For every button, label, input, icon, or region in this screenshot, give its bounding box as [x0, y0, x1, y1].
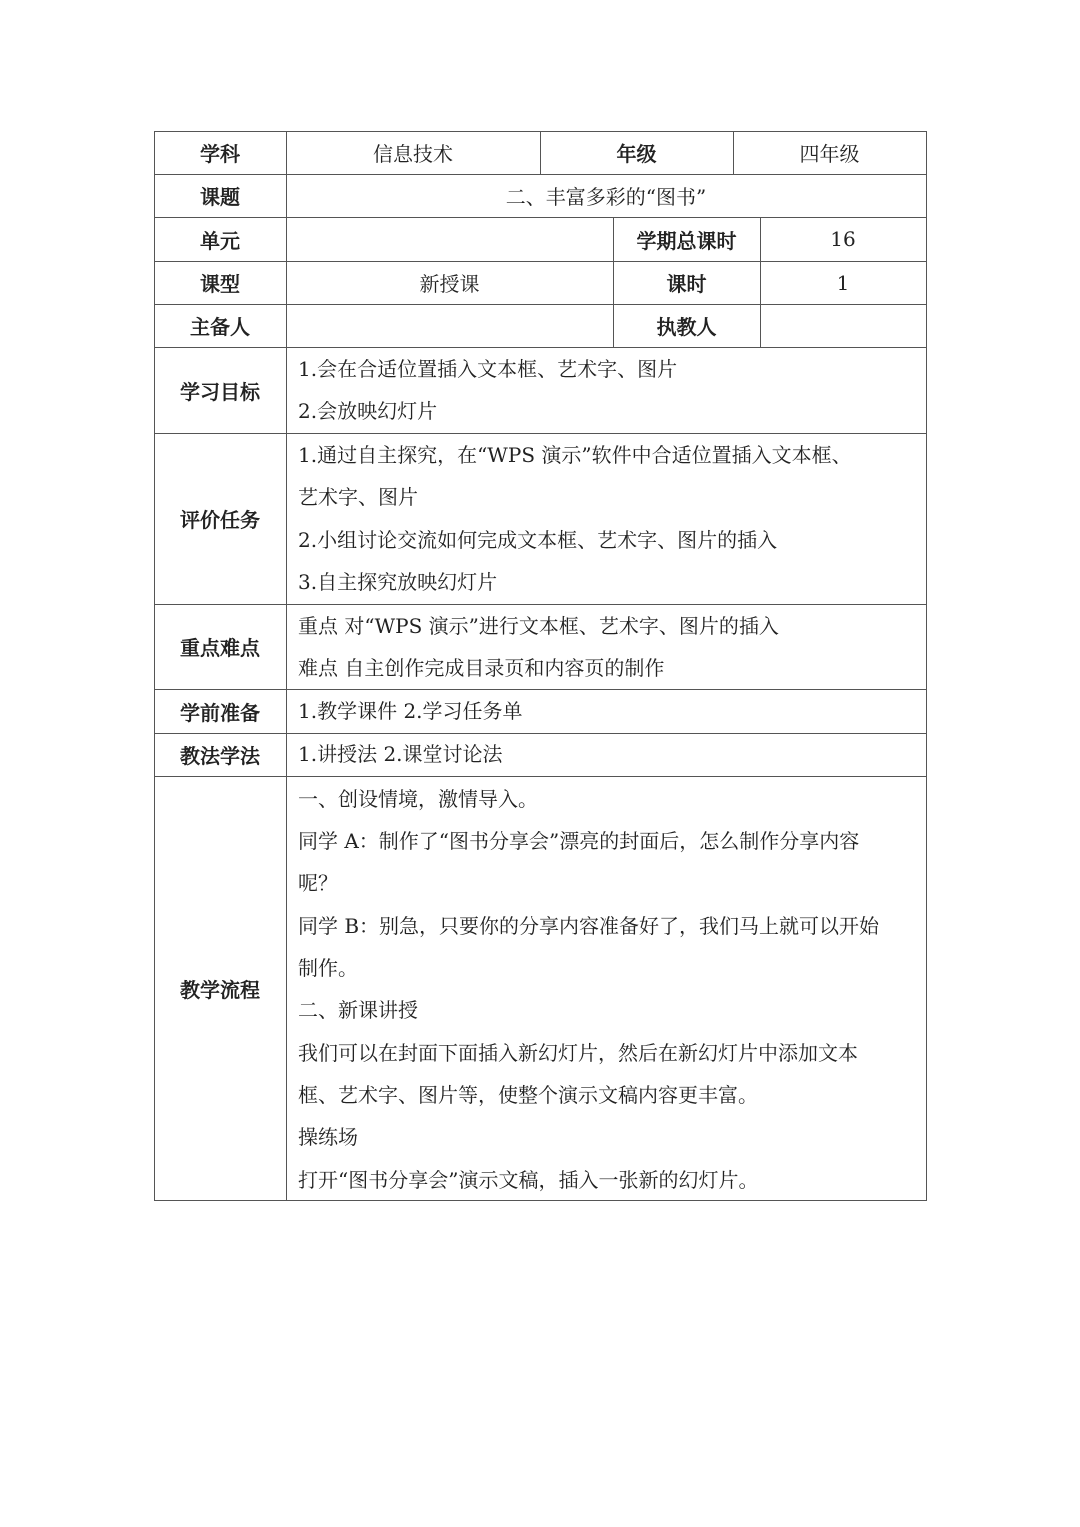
prep-line: 1.教学课件 2.学习任务单	[298, 699, 523, 723]
tasks-label: 评价任务	[180, 508, 260, 532]
process-line: 一、创设情境，激情导入。	[298, 787, 538, 811]
process-line: 二、新课讲授	[298, 998, 418, 1022]
teacher-label: 执教人	[656, 315, 717, 339]
keypoints-line: 难点 自主创作完成目录页和内容页的制作	[298, 656, 665, 680]
process-line: 呢？	[298, 871, 338, 895]
process-line: 同学 A：制作了“图书分享会”漂亮的封面后，怎么制作分享内容	[298, 829, 860, 853]
subject-value: 信息技术	[373, 142, 453, 166]
topic-value: 二、丰富多彩的“图书”	[505, 185, 707, 209]
teacher-value	[760, 304, 926, 347]
goals-line: 2.会放映幻灯片	[298, 399, 438, 423]
preparer-value	[286, 304, 613, 347]
goals-label: 学习目标	[180, 379, 260, 404]
keypoints-label: 重点难点	[180, 636, 260, 660]
preparer-label: 主备人	[190, 315, 250, 339]
process-line: 打开“图书分享会”演示文稿，插入一张新的幻灯片。	[298, 1168, 759, 1192]
topic-label: 课题	[200, 185, 240, 209]
column-border	[926, 131, 927, 1201]
keypoints-line: 重点 对“WPS 演示”进行文本框、艺术字、图片的插入	[298, 614, 779, 638]
total-hours-value: 16	[830, 227, 856, 251]
unit-value	[286, 217, 613, 261]
process-line: 同学 B：别急，只要你的分享内容准备好了，我们马上就可以开始	[298, 914, 880, 938]
tasks-line: 1.通过自主探究，在“WPS 演示”软件中合适位置插入文本框、	[298, 443, 852, 467]
period-value: 1	[836, 270, 850, 295]
tasks-line: 2.小组讨论交流如何完成文本框、艺术字、图片的插入	[298, 528, 778, 552]
methods-label: 教法学法	[180, 744, 260, 768]
tasks-line: 3.自主探究放映幻灯片	[298, 570, 498, 594]
grade-label: 年级	[616, 142, 657, 166]
grade-value: 四年级	[799, 142, 860, 166]
type-value: 新授课	[419, 272, 480, 296]
prep-label: 学前准备	[180, 700, 260, 725]
type-label: 课型	[200, 272, 240, 296]
methods-line: 1.讲授法 2.课堂讨论法	[298, 742, 503, 766]
process-line: 制作。	[298, 956, 358, 980]
tasks-line: 艺术字、图片	[298, 485, 418, 509]
period-label: 课时	[666, 272, 707, 296]
unit-label: 单元	[200, 228, 240, 253]
process-label: 教学流程	[180, 977, 260, 1002]
process-line: 框、艺术字、图片等，使整个演示文稿内容更丰富。	[298, 1083, 758, 1107]
subject-label: 学科	[200, 142, 240, 166]
process-line: 操练场	[298, 1125, 358, 1149]
lesson-plan-table	[154, 131, 927, 1201]
goals-line: 1.会在合适位置插入文本框、艺术字、图片	[298, 357, 678, 381]
process-line: 我们可以在封面下面插入新幻灯片，然后在新幻灯片中添加文本	[298, 1041, 858, 1065]
total-hours-label: 学期总课时	[636, 228, 737, 253]
